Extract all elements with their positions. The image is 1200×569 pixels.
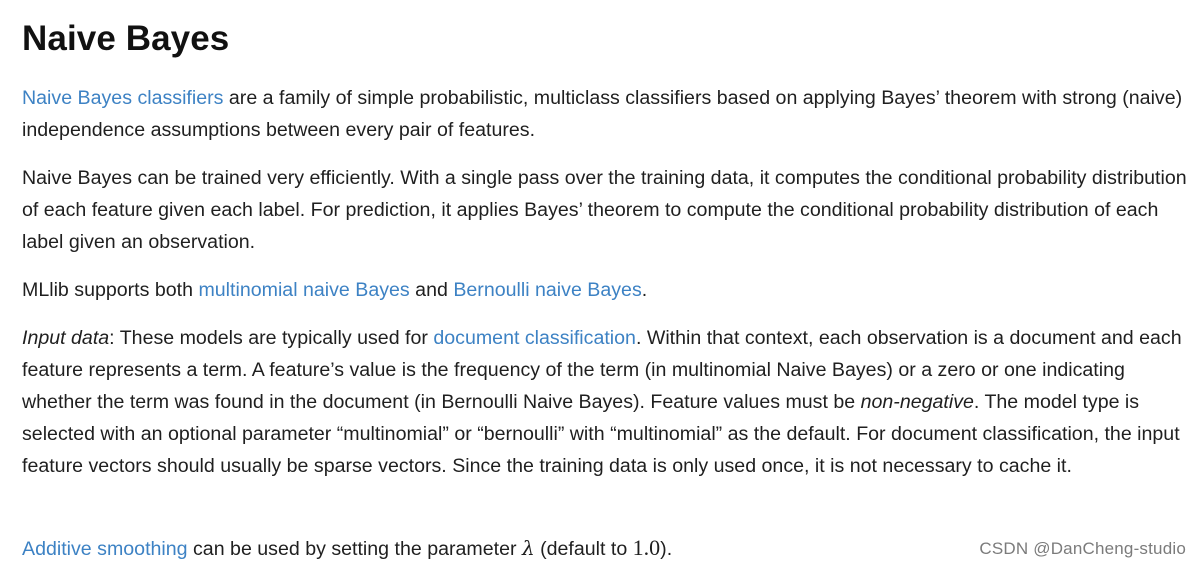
input-data-text-a: . Within that context, each observation is a document and each feature represents a term. A feature’s value is the frequency of the term (in multinomial Naive Bayes) or a zero or one indicating whether the term was found in the document (in Bernoulli Naive Bayes). Feature values must be xyxy=(22,327,1182,413)
csdn-watermark: CSDN @DanCheng-studio xyxy=(979,539,1186,558)
multinomial-naive-bayes-link[interactable]: multinomial naive Bayes xyxy=(198,279,410,301)
intro-text: are a family of simple probabilistic, multiclass classifiers based on applying Bayes’ theorem with strong (naive) independence assumptions between every pair of features. xyxy=(22,87,1183,141)
lambda-symbol: λ xyxy=(521,536,535,560)
training-paragraph: Naive Bayes can be trained very efficiently. With a single pass over the training data, it computes the conditional probability distribution of each feature given each label. For prediction, it applies Bayes’ theorem to compute the conditional probability distribution of each label given an observation. xyxy=(22,167,1187,253)
default-value: 1.0 xyxy=(632,535,661,560)
non-negative-emphasis: non-negative xyxy=(860,391,974,413)
intro-paragraph xyxy=(22,82,1194,146)
mllib-support-paragraph xyxy=(22,274,1187,306)
page-title: Naive Bayes xyxy=(22,19,230,58)
mllib-text-before: MLlib supports both xyxy=(22,279,199,301)
smoothing-text-after: ). xyxy=(660,538,673,560)
bernoulli-naive-bayes-link[interactable]: Bernoulli naive Bayes xyxy=(453,279,642,301)
smoothing-paragraph xyxy=(22,532,922,565)
input-data-paragraph xyxy=(22,322,1192,482)
naive-bayes-classifiers-link[interactable]: Naive Bayes classifiers xyxy=(22,87,224,109)
additive-smoothing-link[interactable]: Additive smoothing xyxy=(22,538,188,560)
document-classification-link[interactable]: document classification xyxy=(433,327,636,349)
mllib-text-after: . xyxy=(641,279,648,301)
smoothing-text-before-symbol: can be used by setting the parameter xyxy=(187,538,522,560)
smoothing-text-before-default: (default to xyxy=(534,538,633,560)
input-data-text-before-link: : These models are typically used for xyxy=(109,327,434,349)
mllib-text-middle: and xyxy=(409,279,454,301)
input-data-label: Input data xyxy=(22,327,110,349)
input-data-text-b: . The model type is selected with an optional parameter “multinomial” or “bernoulli” with “multinomial” as the default. For document classification, the input feature vectors should usually be sparse vectors. Since the training data is only used once, it is not necessary to cache it. xyxy=(22,391,1180,477)
